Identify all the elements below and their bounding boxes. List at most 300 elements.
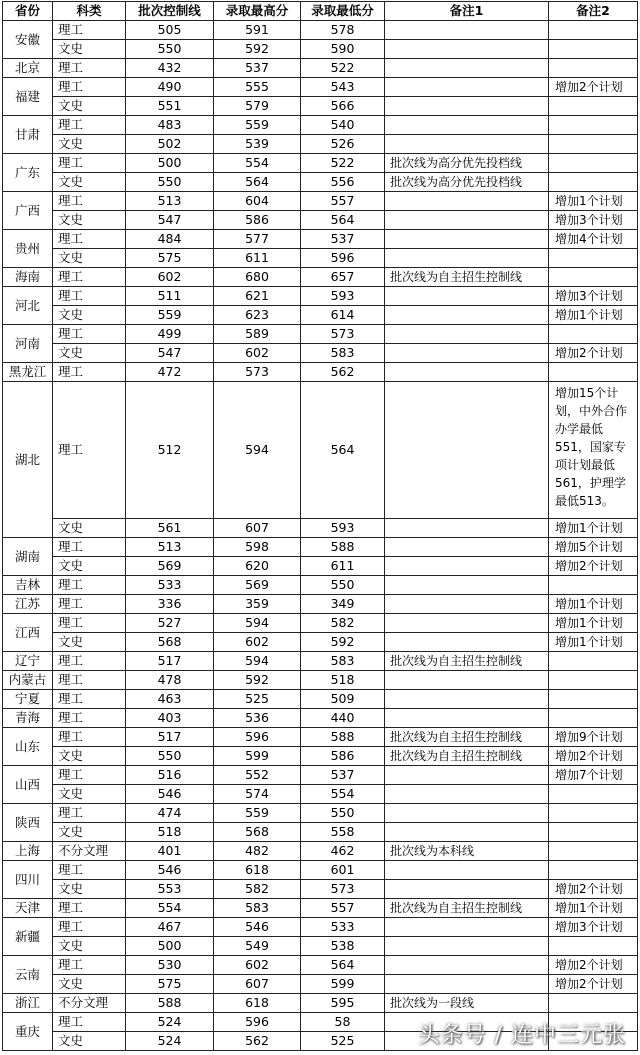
province-cell: 浙江 — [3, 994, 53, 1013]
note1-cell — [385, 78, 549, 97]
note2-cell — [549, 154, 638, 173]
header-note-2: 备注2 — [549, 2, 638, 21]
table-row — [3, 652, 638, 671]
table-row — [3, 230, 638, 249]
min-score-cell: 573 — [301, 325, 385, 344]
note2-cell — [549, 709, 638, 728]
subject-cell: 文史 — [53, 306, 126, 325]
batch-line-cell: 336 — [126, 595, 214, 614]
table-row — [3, 994, 638, 1013]
note2-cell — [549, 690, 638, 709]
note1-cell — [385, 344, 549, 363]
note2-cell: 增加1个计划 — [549, 633, 638, 652]
table-row — [3, 709, 638, 728]
subject-cell: 文史 — [53, 937, 126, 956]
batch-line-cell: 527 — [126, 614, 214, 633]
min-score-cell: 564 — [301, 382, 385, 519]
max-score-cell: 594 — [214, 382, 301, 519]
max-score-cell: 604 — [214, 192, 301, 211]
batch-line-cell: 517 — [126, 728, 214, 747]
province-cell: 海南 — [3, 268, 53, 287]
note1-cell — [385, 21, 549, 40]
note1-cell — [385, 671, 549, 690]
table-row — [3, 116, 638, 135]
batch-line-cell: 568 — [126, 633, 214, 652]
subject-cell: 理工 — [53, 382, 126, 519]
note1-cell — [385, 325, 549, 344]
note2-cell: 增加1个计划 — [549, 899, 638, 918]
min-score-cell: 537 — [301, 230, 385, 249]
batch-line-cell: 517 — [126, 652, 214, 671]
note2-cell — [549, 116, 638, 135]
note1-cell — [385, 785, 549, 804]
province-cell: 福建 — [3, 78, 53, 116]
max-score-cell: 594 — [214, 652, 301, 671]
subject-cell: 理工 — [53, 268, 126, 287]
header-min-score: 录取最低分 — [301, 2, 385, 21]
subject-cell: 理工 — [53, 595, 126, 614]
table-row — [3, 325, 638, 344]
note1-cell — [385, 519, 549, 538]
note1-cell — [385, 135, 549, 154]
note1-cell — [385, 690, 549, 709]
province-cell: 贵州 — [3, 230, 53, 268]
note1-cell — [385, 97, 549, 116]
subject-cell: 理工 — [53, 804, 126, 823]
max-score-cell: 569 — [214, 576, 301, 595]
note1-cell — [385, 880, 549, 899]
province-cell: 上海 — [3, 842, 53, 861]
batch-line-cell: 512 — [126, 382, 214, 519]
table-row — [3, 519, 638, 538]
max-score-cell: 552 — [214, 766, 301, 785]
province-cell: 四川 — [3, 861, 53, 899]
batch-line-cell: 588 — [126, 994, 214, 1013]
min-score-cell: 590 — [301, 40, 385, 59]
subject-cell: 文史 — [53, 747, 126, 766]
table-row — [3, 576, 638, 595]
table-row — [3, 40, 638, 59]
table-row — [3, 747, 638, 766]
note1-cell: 批次线为高分优先投档线 — [385, 154, 549, 173]
note1-cell — [385, 363, 549, 382]
min-score-cell: 440 — [301, 709, 385, 728]
min-score-cell: 588 — [301, 538, 385, 557]
table-row — [3, 557, 638, 576]
batch-line-cell: 502 — [126, 135, 214, 154]
min-score-cell: 611 — [301, 557, 385, 576]
note2-cell: 增加2个计划 — [549, 880, 638, 899]
max-score-cell: 559 — [214, 804, 301, 823]
max-score-cell: 579 — [214, 97, 301, 116]
note2-cell: 增加2个计划 — [549, 557, 638, 576]
note2-cell — [549, 325, 638, 344]
note1-cell: 批次线为自主招生控制线 — [385, 899, 549, 918]
table-row — [3, 211, 638, 230]
note1-cell — [385, 40, 549, 59]
note2-cell: 增加5个计划 — [549, 538, 638, 557]
batch-line-cell: 500 — [126, 937, 214, 956]
min-score-cell: 583 — [301, 344, 385, 363]
max-score-cell: 602 — [214, 956, 301, 975]
max-score-cell: 564 — [214, 173, 301, 192]
min-score-cell: 564 — [301, 956, 385, 975]
subject-cell: 理工 — [53, 728, 126, 747]
subject-cell: 理工 — [53, 614, 126, 633]
table-row — [3, 804, 638, 823]
max-score-cell: 583 — [214, 899, 301, 918]
table-row — [3, 344, 638, 363]
table-row — [3, 59, 638, 78]
note1-cell: 批次线为本科线 — [385, 842, 549, 861]
subject-cell: 文史 — [53, 823, 126, 842]
batch-line-cell: 546 — [126, 861, 214, 880]
note2-cell: 增加2个计划 — [549, 747, 638, 766]
min-score-cell: 543 — [301, 78, 385, 97]
note1-cell — [385, 538, 549, 557]
province-cell: 宁夏 — [3, 690, 53, 709]
min-score-cell: 557 — [301, 192, 385, 211]
min-score-cell: 550 — [301, 576, 385, 595]
max-score-cell: 594 — [214, 614, 301, 633]
batch-line-cell: 478 — [126, 671, 214, 690]
batch-line-cell: 403 — [126, 709, 214, 728]
batch-line-cell: 474 — [126, 804, 214, 823]
min-score-cell: 592 — [301, 633, 385, 652]
max-score-cell: 607 — [214, 519, 301, 538]
note1-cell — [385, 116, 549, 135]
subject-cell: 文史 — [53, 1032, 126, 1051]
province-cell: 新疆 — [3, 918, 53, 956]
note2-cell — [549, 671, 638, 690]
subject-cell: 文史 — [53, 633, 126, 652]
table-row — [3, 690, 638, 709]
header-batch-line: 批次控制线 — [126, 2, 214, 21]
min-score-cell: 349 — [301, 595, 385, 614]
subject-cell: 文史 — [53, 557, 126, 576]
batch-line-cell: 575 — [126, 975, 214, 994]
batch-line-cell: 524 — [126, 1013, 214, 1032]
table-row — [3, 21, 638, 40]
note2-cell — [549, 363, 638, 382]
header-max-score: 录取最高分 — [214, 2, 301, 21]
note1-cell — [385, 59, 549, 78]
note2-cell: 增加15个计划，中外合作办学最低551，国家专项计划最低561，护理学最低513。 — [549, 382, 638, 519]
note2-cell — [549, 804, 638, 823]
note2-cell — [549, 268, 638, 287]
min-score-cell: 593 — [301, 519, 385, 538]
batch-line-cell: 551 — [126, 97, 214, 116]
batch-line-cell: 499 — [126, 325, 214, 344]
max-score-cell: 618 — [214, 861, 301, 880]
province-cell: 陕西 — [3, 804, 53, 842]
max-score-cell: 599 — [214, 747, 301, 766]
note1-cell — [385, 249, 549, 268]
subject-cell: 理工 — [53, 192, 126, 211]
batch-line-cell: 518 — [126, 823, 214, 842]
batch-line-cell: 483 — [126, 116, 214, 135]
note1-cell — [385, 804, 549, 823]
subject-cell: 理工 — [53, 116, 126, 135]
batch-line-cell: 550 — [126, 173, 214, 192]
subject-cell: 文史 — [53, 211, 126, 230]
subject-cell: 理工 — [53, 766, 126, 785]
subject-cell: 理工 — [53, 671, 126, 690]
note1-cell — [385, 557, 549, 576]
province-cell: 广西 — [3, 192, 53, 230]
note1-cell — [385, 287, 549, 306]
table-row — [3, 785, 638, 804]
province-cell: 湖南 — [3, 538, 53, 576]
note2-cell: 增加2个计划 — [549, 344, 638, 363]
province-cell: 河北 — [3, 287, 53, 325]
max-score-cell: 592 — [214, 40, 301, 59]
batch-line-cell: 463 — [126, 690, 214, 709]
max-score-cell: 359 — [214, 595, 301, 614]
note2-cell: 增加1个计划 — [549, 192, 638, 211]
table-row — [3, 192, 638, 211]
note2-cell — [549, 842, 638, 861]
note2-cell: 增加2个计划 — [549, 78, 638, 97]
note1-cell — [385, 709, 549, 728]
batch-line-cell: 569 — [126, 557, 214, 576]
batch-line-cell: 550 — [126, 747, 214, 766]
note2-cell — [549, 40, 638, 59]
province-cell: 湖北 — [3, 382, 53, 538]
note1-cell — [385, 614, 549, 633]
batch-line-cell: 516 — [126, 766, 214, 785]
table-row — [3, 956, 638, 975]
note2-cell: 增加7个计划 — [549, 766, 638, 785]
table-row — [3, 595, 638, 614]
province-cell: 江西 — [3, 614, 53, 652]
note2-cell — [549, 861, 638, 880]
batch-line-cell: 533 — [126, 576, 214, 595]
table-row — [3, 268, 638, 287]
table-row — [3, 842, 638, 861]
note2-cell: 增加2个计划 — [549, 956, 638, 975]
table-row — [3, 671, 638, 690]
table-row — [3, 538, 638, 557]
table-row — [3, 633, 638, 652]
province-cell: 内蒙古 — [3, 671, 53, 690]
subject-cell: 文史 — [53, 97, 126, 116]
subject-cell: 理工 — [53, 287, 126, 306]
header-province: 省份 — [3, 2, 53, 21]
batch-line-cell: 524 — [126, 1032, 214, 1051]
province-cell: 重庆 — [3, 1013, 53, 1051]
min-score-cell: 596 — [301, 249, 385, 268]
max-score-cell: 589 — [214, 325, 301, 344]
table-row — [3, 728, 638, 747]
batch-line-cell: 602 — [126, 268, 214, 287]
batch-line-cell: 511 — [126, 287, 214, 306]
table-row — [3, 306, 638, 325]
subject-cell: 理工 — [53, 918, 126, 937]
note1-cell — [385, 633, 549, 652]
header-note-1: 备注1 — [385, 2, 549, 21]
batch-line-cell: 401 — [126, 842, 214, 861]
max-score-cell: 596 — [214, 1013, 301, 1032]
min-score-cell: 58 — [301, 1013, 385, 1032]
table-row — [3, 766, 638, 785]
subject-cell: 文史 — [53, 249, 126, 268]
batch-line-cell: 500 — [126, 154, 214, 173]
note1-cell: 批次线为自主招生控制线 — [385, 728, 549, 747]
subject-cell: 不分文理 — [53, 994, 126, 1013]
max-score-cell: 555 — [214, 78, 301, 97]
note1-cell — [385, 382, 549, 519]
subject-cell: 理工 — [53, 21, 126, 40]
min-score-cell: 595 — [301, 994, 385, 1013]
table-row — [3, 97, 638, 116]
max-score-cell: 539 — [214, 135, 301, 154]
province-cell: 山东 — [3, 728, 53, 766]
table-row — [3, 614, 638, 633]
batch-line-cell: 432 — [126, 59, 214, 78]
min-score-cell: 518 — [301, 671, 385, 690]
min-score-cell: 533 — [301, 918, 385, 937]
note2-cell: 增加1个计划 — [549, 614, 638, 633]
note2-cell — [549, 173, 638, 192]
province-cell: 甘肃 — [3, 116, 53, 154]
note2-cell: 增加1个计划 — [549, 595, 638, 614]
note1-cell — [385, 975, 549, 994]
min-score-cell: 554 — [301, 785, 385, 804]
table-row — [3, 135, 638, 154]
note2-cell — [549, 785, 638, 804]
note1-cell — [385, 861, 549, 880]
batch-line-cell: 467 — [126, 918, 214, 937]
min-score-cell: 564 — [301, 211, 385, 230]
min-score-cell: 562 — [301, 363, 385, 382]
note2-cell: 增加1个计划 — [549, 306, 638, 325]
min-score-cell: 614 — [301, 306, 385, 325]
subject-cell: 理工 — [53, 861, 126, 880]
batch-line-cell: 484 — [126, 230, 214, 249]
subject-cell: 理工 — [53, 652, 126, 671]
subject-cell: 不分文理 — [53, 842, 126, 861]
note2-cell — [549, 576, 638, 595]
batch-line-cell: 575 — [126, 249, 214, 268]
min-score-cell: 601 — [301, 861, 385, 880]
province-cell: 辽宁 — [3, 652, 53, 671]
min-score-cell: 578 — [301, 21, 385, 40]
max-score-cell: 536 — [214, 709, 301, 728]
max-score-cell: 582 — [214, 880, 301, 899]
province-cell: 江苏 — [3, 595, 53, 614]
max-score-cell: 549 — [214, 937, 301, 956]
batch-line-cell: 553 — [126, 880, 214, 899]
note1-cell — [385, 956, 549, 975]
note1-cell — [385, 576, 549, 595]
batch-line-cell: 547 — [126, 344, 214, 363]
max-score-cell: 568 — [214, 823, 301, 842]
min-score-cell: 537 — [301, 766, 385, 785]
subject-cell: 理工 — [53, 538, 126, 557]
note1-cell: 批次线为自主招生控制线 — [385, 268, 549, 287]
table-row — [3, 861, 638, 880]
province-cell: 安徽 — [3, 21, 53, 59]
batch-line-cell: 505 — [126, 21, 214, 40]
min-score-cell: 556 — [301, 173, 385, 192]
max-score-cell: 611 — [214, 249, 301, 268]
table-row — [3, 937, 638, 956]
province-cell: 北京 — [3, 59, 53, 78]
subject-cell: 文史 — [53, 344, 126, 363]
table-row — [3, 918, 638, 937]
subject-cell: 理工 — [53, 709, 126, 728]
note2-cell: 增加9个计划 — [549, 728, 638, 747]
table-row — [3, 382, 638, 519]
note2-cell — [549, 937, 638, 956]
note1-cell — [385, 211, 549, 230]
subject-cell: 理工 — [53, 1013, 126, 1032]
subject-cell: 理工 — [53, 325, 126, 344]
batch-line-cell: 530 — [126, 956, 214, 975]
min-score-cell: 558 — [301, 823, 385, 842]
note2-cell — [549, 249, 638, 268]
max-score-cell: 577 — [214, 230, 301, 249]
province-cell: 青海 — [3, 709, 53, 728]
min-score-cell: 593 — [301, 287, 385, 306]
min-score-cell: 583 — [301, 652, 385, 671]
max-score-cell: 607 — [214, 975, 301, 994]
max-score-cell: 574 — [214, 785, 301, 804]
table-row — [3, 249, 638, 268]
max-score-cell: 525 — [214, 690, 301, 709]
province-cell: 吉林 — [3, 576, 53, 595]
min-score-cell: 588 — [301, 728, 385, 747]
max-score-cell: 559 — [214, 116, 301, 135]
subject-cell: 文史 — [53, 975, 126, 994]
note1-cell: 批次线为自主招生控制线 — [385, 747, 549, 766]
min-score-cell: 582 — [301, 614, 385, 633]
max-score-cell: 562 — [214, 1032, 301, 1051]
max-score-cell: 573 — [214, 363, 301, 382]
subject-cell: 文史 — [53, 519, 126, 538]
note2-cell: 增加4个计划 — [549, 230, 638, 249]
table-row — [3, 154, 638, 173]
table-row — [3, 173, 638, 192]
min-score-cell: 522 — [301, 59, 385, 78]
max-score-cell: 537 — [214, 59, 301, 78]
note1-cell: 批次线为高分优先投档线 — [385, 173, 549, 192]
note2-cell — [549, 994, 638, 1013]
min-score-cell: 657 — [301, 268, 385, 287]
watermark: 头条号 / 连中三元张 — [417, 1023, 626, 1048]
max-score-cell: 623 — [214, 306, 301, 325]
batch-line-cell: 547 — [126, 211, 214, 230]
subject-cell: 理工 — [53, 956, 126, 975]
header-subject: 科类 — [53, 2, 126, 21]
table-row — [3, 975, 638, 994]
max-score-cell: 680 — [214, 268, 301, 287]
table-row — [3, 899, 638, 918]
note2-cell: 增加3个计划 — [549, 211, 638, 230]
note2-cell: 增加3个计划 — [549, 287, 638, 306]
note2-cell — [549, 823, 638, 842]
max-score-cell: 602 — [214, 344, 301, 363]
min-score-cell: 540 — [301, 116, 385, 135]
max-score-cell: 591 — [214, 21, 301, 40]
subject-cell: 文史 — [53, 785, 126, 804]
subject-cell: 文史 — [53, 880, 126, 899]
note1-cell — [385, 192, 549, 211]
province-cell: 广东 — [3, 154, 53, 192]
note2-cell: 增加1个计划 — [549, 519, 638, 538]
max-score-cell: 586 — [214, 211, 301, 230]
